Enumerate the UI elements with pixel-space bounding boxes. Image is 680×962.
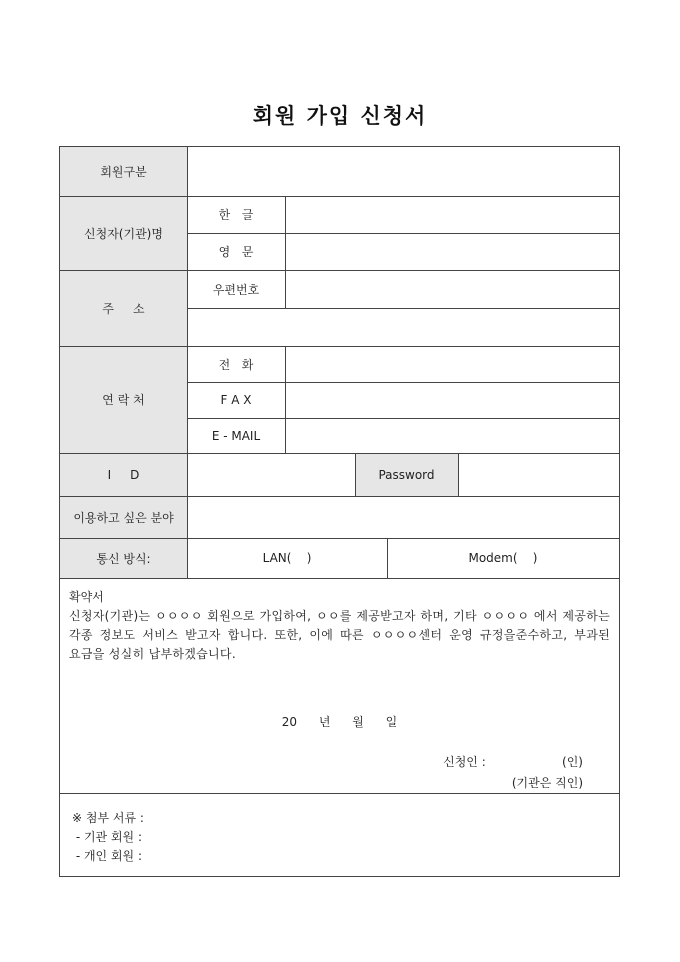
korean-name-field[interactable] xyxy=(285,196,619,233)
zipcode-label: 우편번호 xyxy=(212,282,260,297)
interest-field[interactable] xyxy=(187,496,619,538)
english-name-field[interactable] xyxy=(285,233,619,270)
id-label: I D xyxy=(60,453,187,496)
member-type-label: 회원구분 xyxy=(60,147,187,196)
page-title: 회원 가입 신청서 xyxy=(252,103,428,128)
contact-label: 연 락 처 xyxy=(60,346,187,453)
applicant-name-label: 신청자(기관)명 xyxy=(60,196,187,270)
pledge-body: 신청자(기관)는 ㅇㅇㅇㅇ 회원으로 가입하여, ㅇㅇ를 제공받고자 하며, 기타 ㅇㅇㅇㅇ 에서 제공하는 각종 정보도 서비스 받고자 합니다. 또한, 이에 따른 ㅇㅇㅇㅇ센터 운영 규정을준수하고, 부과된 요금을 성실히 납부하겠습니다. xyxy=(69,609,610,661)
member-type-field[interactable] xyxy=(187,147,619,196)
id-field[interactable] xyxy=(187,453,355,496)
modem-option[interactable]: Modem( ) xyxy=(468,551,538,565)
address-field[interactable] xyxy=(187,308,619,346)
fax-field[interactable] xyxy=(285,382,619,418)
signature-note: (기관은 직인) xyxy=(511,776,583,790)
phone-label: 전 화 xyxy=(218,357,254,372)
password-field[interactable] xyxy=(458,453,619,496)
fax-label: F A X xyxy=(220,393,252,407)
phone-field[interactable] xyxy=(285,346,619,382)
zipcode-field[interactable] xyxy=(285,270,619,308)
attachment-individual: - 개인 회원 : xyxy=(72,849,142,863)
attachment-institution: - 기관 회원 : xyxy=(72,830,142,844)
english-label: 영 문 xyxy=(218,245,254,259)
korean-label: 한 글 xyxy=(218,208,254,222)
comm-method-label: 통신 방식: xyxy=(60,538,187,578)
pledge-heading: 확약서 xyxy=(69,590,104,604)
email-label: E - MAIL xyxy=(211,428,261,443)
date-line: 20 년 월 일 xyxy=(281,715,398,729)
application-form xyxy=(59,146,620,877)
address-label: 주 소 xyxy=(60,270,187,346)
signature-line: 신청인 : (인) xyxy=(443,755,583,769)
interest-label: 이용하고 싶은 분야 xyxy=(60,496,187,538)
email-field[interactable] xyxy=(285,418,619,453)
attachments-section xyxy=(60,793,619,866)
lan-option[interactable]: LAN( ) xyxy=(262,551,312,565)
attachments-heading: ※ 첨부 서류 : xyxy=(72,811,144,825)
password-label: Password xyxy=(355,453,458,496)
